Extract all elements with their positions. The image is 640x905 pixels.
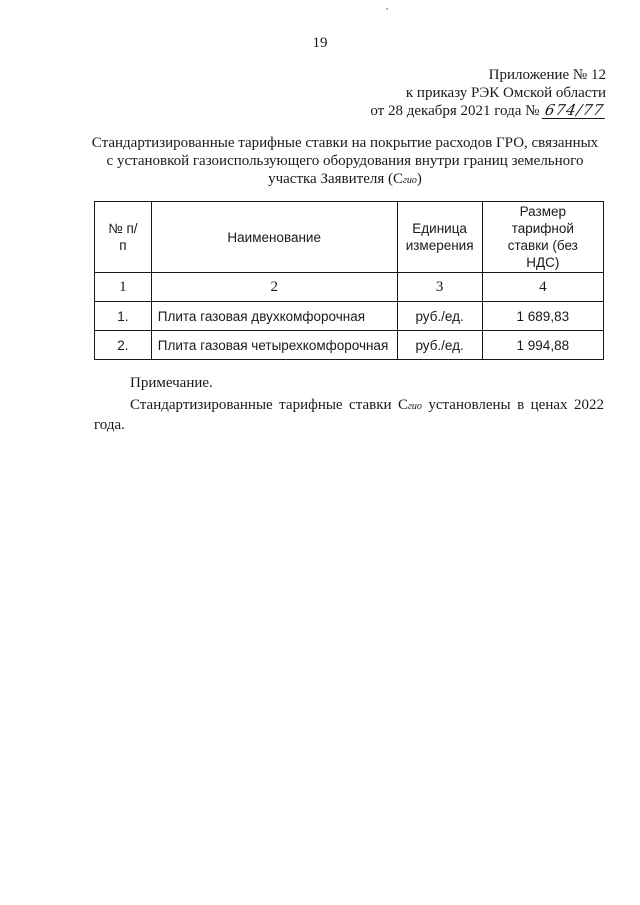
title-subscript: гио (403, 175, 417, 186)
column-number: 2 (151, 273, 397, 302)
header-unit: Единица измерения (397, 202, 482, 273)
table-header-row (95, 202, 604, 273)
page-number: 19 (312, 35, 328, 51)
rates-table (94, 201, 604, 360)
note-text (94, 396, 604, 434)
order-number-handwritten: 674/77 (543, 101, 606, 119)
column-number: 4 (482, 273, 603, 302)
note-text-start: Стандартизированные тарифные ставки С (130, 397, 408, 413)
row-number: 2. (95, 331, 152, 360)
title-line-3 (80, 170, 610, 190)
header-rate (482, 202, 603, 273)
column-number-row (95, 273, 604, 302)
note-text-end: установлены в ценах 2022 года. (94, 397, 604, 433)
appendix-line-1: Приложение № 12 (488, 67, 606, 83)
row-rate: 1 994,88 (482, 331, 603, 360)
row-number: 1. (95, 302, 152, 331)
table-row (95, 302, 604, 331)
appendix-line-3 (370, 102, 606, 120)
column-number: 1 (95, 273, 152, 302)
header-number (95, 202, 152, 273)
header-rate-text: Размер тарифной ставки (без НДС) (507, 204, 578, 270)
title-line-2: с установкой газоиспользующего оборудования внутри границ земельного (106, 153, 584, 169)
title-line-3-text: участка Заявителя (С (268, 171, 403, 187)
row-rate: 1 689,83 (482, 302, 603, 331)
document-title (80, 134, 610, 190)
title-line-1: Стандартизированные тарифные ставки на покрытие расходов ГРО, связанных (91, 135, 599, 151)
header-number-text: № п/п (108, 221, 138, 253)
appendix-block (370, 66, 606, 120)
title-line-3-end: ) (416, 171, 422, 187)
row-unit: руб./ед. (397, 302, 482, 331)
row-name: Плита газовая двухкомфорочная (151, 302, 397, 331)
scan-dot (386, 8, 388, 10)
header-name: Наименование (151, 202, 397, 273)
note-title: Примечание. (130, 375, 213, 391)
row-name: Плита газовая четырехкомфорочная (151, 331, 397, 360)
appendix-date: от 28 декабря 2021 года № (370, 103, 544, 119)
row-unit: руб./ед. (397, 331, 482, 360)
note-subscript: гио (408, 401, 422, 412)
table-row (95, 331, 604, 360)
appendix-line-2: к приказу РЭК Омской области (405, 85, 606, 101)
column-number: 3 (397, 273, 482, 302)
